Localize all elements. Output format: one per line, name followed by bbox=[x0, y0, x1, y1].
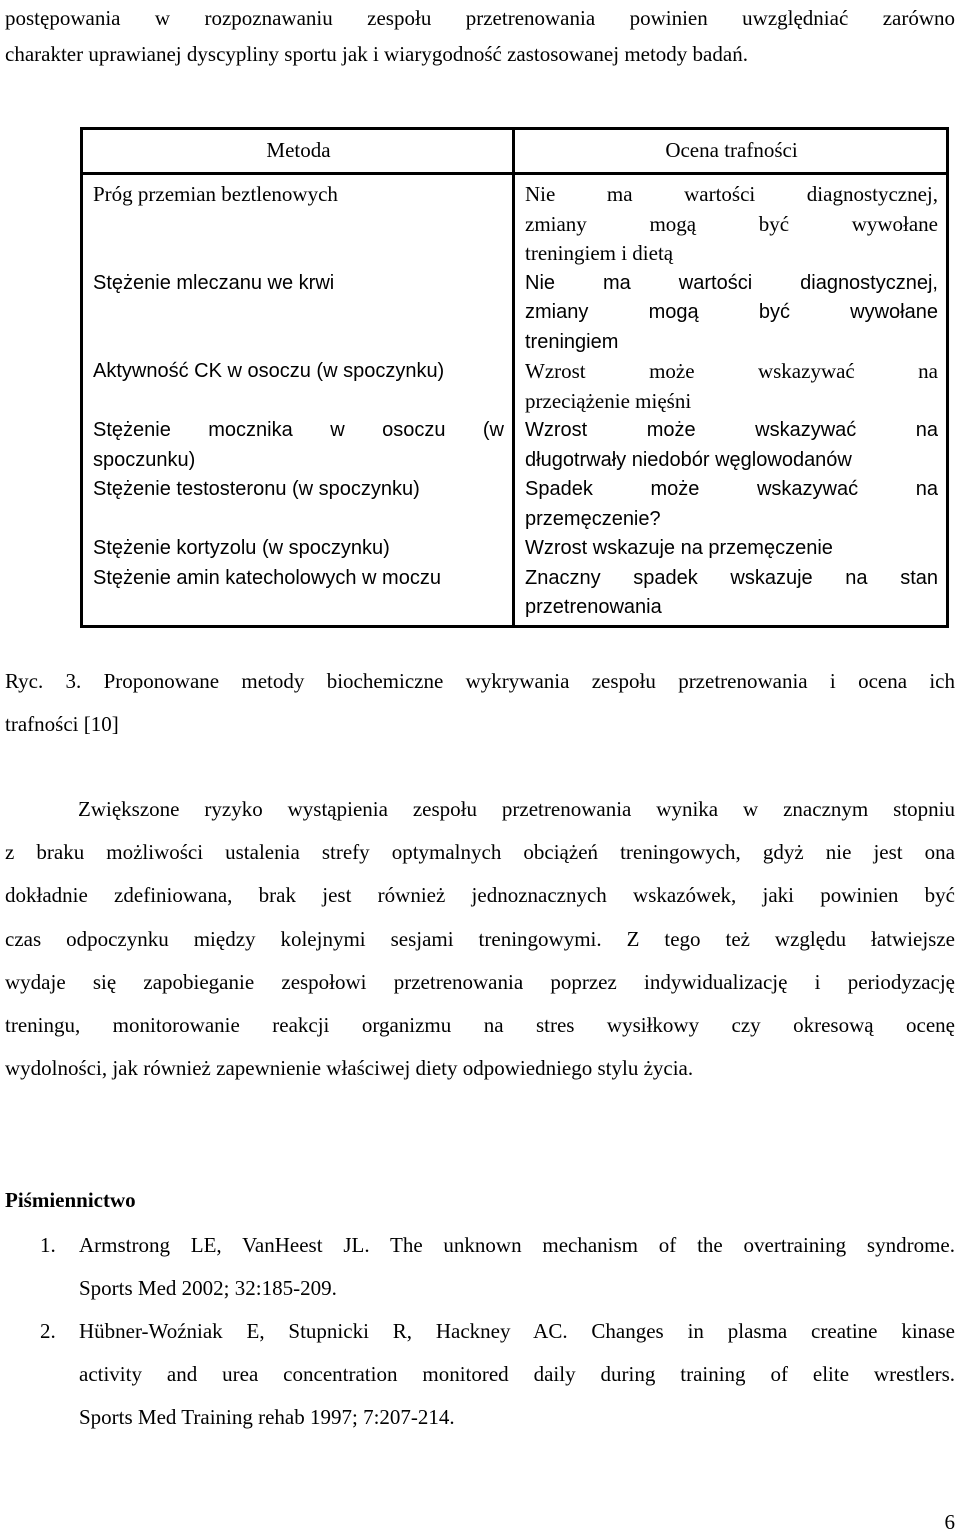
reference-line: Armstrong LE, VanHeest JL. The unknown mechanism of the overtraining syndrome. bbox=[79, 1233, 955, 1257]
table-row bbox=[82, 357, 948, 416]
body-line: czas odpoczynku między kolejnymi sesjami treningowymi. Z tego też względu łatwiejsze bbox=[5, 926, 955, 951]
method-text: Próg przemian beztlenowych bbox=[93, 182, 338, 206]
intro-paragraph bbox=[5, 0, 955, 72]
method-line: spoczunku) bbox=[93, 448, 196, 471]
accuracy-line: Nie ma wartości diagnostycznej, bbox=[525, 182, 938, 206]
table-row bbox=[82, 416, 948, 475]
accuracy-cell bbox=[514, 475, 948, 534]
accuracy-line: Wzrost wskazuje na przemęczenie bbox=[525, 537, 833, 559]
table-row bbox=[82, 269, 948, 358]
accuracy-line: Spadek może wskazywać na bbox=[525, 478, 938, 500]
method-cell bbox=[82, 357, 514, 416]
page-number: 6 bbox=[944, 1510, 955, 1534]
table-row bbox=[82, 174, 948, 269]
body-line: z braku możliwości ustalenia strefy optymalnych obciążeń treningowych, gdyż nie jest ona bbox=[5, 840, 955, 865]
reference-line: Sports Med 2002; 32:185-209. bbox=[79, 1276, 337, 1301]
accuracy-line: Wzrost może wskazywać na bbox=[525, 359, 938, 383]
accuracy-line: długotrwały niedobór węglowodanów bbox=[525, 448, 852, 471]
accuracy-line: przeciążenie mięśni bbox=[525, 388, 692, 413]
table-row bbox=[82, 534, 948, 564]
accuracy-cell bbox=[514, 534, 948, 564]
method-cell bbox=[82, 564, 514, 627]
body-line: wydolności, jak również zapewnienie właściwej diety odpowiedniego stylu życia. bbox=[5, 1056, 694, 1081]
accuracy-line: Znaczny spadek wskazuje na stan bbox=[525, 566, 938, 589]
method-line: Stężenie mocznika w osoczu (w bbox=[93, 419, 504, 441]
caption-line: trafności [10] bbox=[5, 712, 119, 736]
reference-text bbox=[79, 1310, 955, 1440]
method-cell bbox=[82, 269, 514, 358]
method-text: Stężenie kortyzolu (w spoczynku) bbox=[93, 537, 390, 559]
figure-caption bbox=[5, 660, 955, 746]
accuracy-cell bbox=[514, 416, 948, 475]
caption-line: Ryc. 3. Proponowane metody biochemiczne wykrywania zespołu przetrenowania i ocena ich bbox=[5, 669, 955, 693]
intro-line: postępowania w rozpoznawaniu zespołu przetrenowania powinien uwzględniać zarówno bbox=[5, 6, 955, 30]
accuracy-cell bbox=[514, 357, 948, 416]
accuracy-line: treningiem i dietą bbox=[525, 241, 674, 265]
reference-line: Hübner-Woźniak E, Stupnicki R, Hackney AC. Changes in plasma creatine kinase bbox=[79, 1319, 955, 1343]
body-line: treningu, monitorowanie reakcji organizmu na stres wysiłkowy czy okresową ocenę bbox=[5, 1013, 955, 1038]
table-row bbox=[82, 475, 948, 534]
accuracy-cell bbox=[514, 174, 948, 269]
methods-table bbox=[80, 127, 949, 628]
body-paragraph bbox=[5, 788, 955, 1090]
reference-text bbox=[79, 1224, 955, 1310]
accuracy-line: przetrenowania bbox=[525, 596, 662, 618]
reference-line: activity and urea concentration monitored daily during training of elite wrestlers. bbox=[79, 1362, 955, 1387]
method-cell bbox=[82, 416, 514, 475]
method-text: Stężenie amin katecholowych w moczu bbox=[93, 566, 441, 589]
reference-number: 1. bbox=[40, 1233, 56, 1257]
accuracy-line: Wzrost może wskazywać na bbox=[525, 419, 938, 441]
method-text: Stężenie mleczanu we krwi bbox=[93, 271, 335, 294]
accuracy-cell bbox=[514, 269, 948, 358]
header-method: Metoda bbox=[82, 129, 514, 174]
header-accuracy: Ocena trafności bbox=[514, 129, 948, 174]
references-heading: Piśmiennictwo bbox=[5, 1188, 136, 1212]
body-line: dokładnie zdefiniowana, brak jest również jednoznacznych wskazówek, jaki powinien być bbox=[5, 883, 955, 908]
body-line: wydaje się zapobieganie zespołowi przetrenowania poprzez indywidualizację i periodyzację bbox=[5, 969, 955, 994]
accuracy-line: przemęczenie? bbox=[525, 507, 661, 530]
reference-item bbox=[40, 1224, 955, 1310]
method-text: Aktywność CK w osoczu (w spoczynku) bbox=[93, 360, 445, 382]
intro-line: charakter uprawianej dyscypliny sportu jak i wiarygodność zastosowanej metody badań. bbox=[5, 42, 748, 66]
accuracy-line: zmiany mogą być wywołane bbox=[525, 211, 938, 236]
reference-number: 2. bbox=[40, 1319, 56, 1343]
method-cell bbox=[82, 534, 514, 564]
method-cell bbox=[82, 475, 514, 534]
body-line: Zwiększone ryzyko wystąpienia zespołu przetrenowania wynika w znacznym stopniu bbox=[78, 797, 955, 821]
accuracy-line: Nie ma wartości diagnostycznej, bbox=[525, 271, 938, 294]
accuracy-line: zmiany mogą być wywołane bbox=[525, 301, 938, 323]
table-header-row bbox=[82, 129, 948, 174]
reference-line: Sports Med Training rehab 1997; 7:207-214. bbox=[79, 1405, 455, 1430]
table-row bbox=[82, 564, 948, 627]
method-cell bbox=[82, 174, 514, 269]
method-text: Stężenie testosteronu (w spoczynku) bbox=[93, 478, 420, 500]
accuracy-line: treningiem bbox=[525, 330, 619, 353]
accuracy-cell bbox=[514, 564, 948, 627]
reference-item bbox=[40, 1310, 955, 1440]
